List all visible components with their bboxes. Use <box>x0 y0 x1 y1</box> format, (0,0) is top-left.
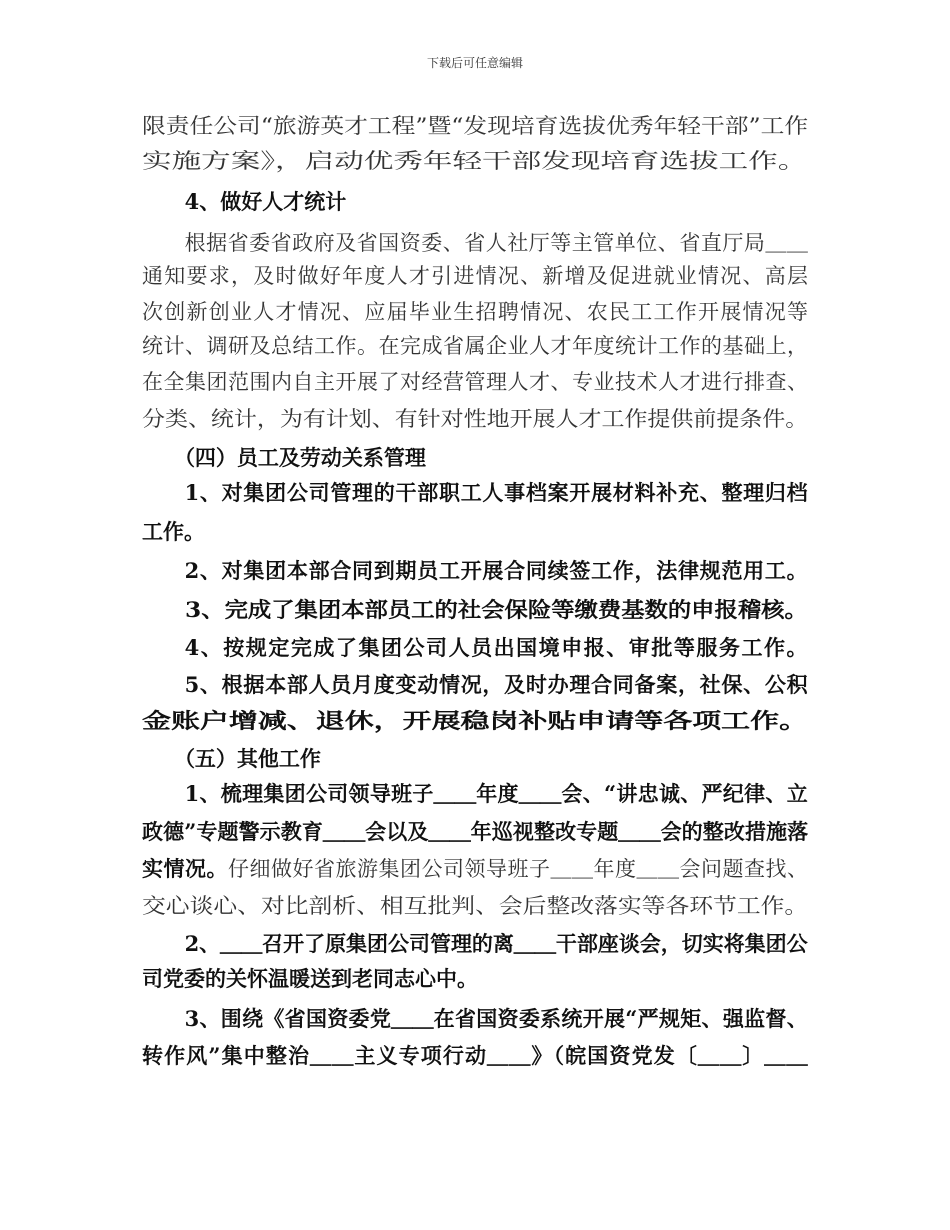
text-line <box>185 189 347 215</box>
text-line <box>142 113 808 139</box>
text-line <box>142 893 808 919</box>
text-line <box>174 746 321 772</box>
line-text: 实施方案》，启动优秀年轻干部发现培育选拔工作。 <box>142 149 808 173</box>
line-text: 1、对集团公司管理的干部职工人事档案开展材料补充、整理归档 <box>184 480 809 505</box>
text-line <box>142 369 809 395</box>
text-line <box>185 230 809 256</box>
line-text: 4、做好人才统计 <box>184 189 347 214</box>
text-line <box>142 148 807 174</box>
text-line <box>142 966 478 992</box>
text-line <box>185 480 809 506</box>
line-text: 2、对集团本部合同到期员工开展合同续签工作，法律规范用工。 <box>184 558 809 583</box>
line-text: 政德”专题警示教育＿＿会以及＿＿年巡视整改专题＿＿会的整改措施落 <box>142 819 809 844</box>
line-text: 实情况。 <box>142 856 228 881</box>
line-text: 统计、调研及总结工作。在完成省属企业人才年度统计工作的基础上， <box>142 334 809 358</box>
line-text: 5、根据本部人员月度变动情况，及时办理合同备案，社保、公积 <box>184 672 809 697</box>
line-text-tail: 仔细做好省旅游集团公司领导班子＿＿年度＿＿会问题查找、 <box>228 857 809 881</box>
line-text: 在全集团范围内自主开展了对经营管理人才、专业技术人才进行排查、 <box>142 370 809 394</box>
line-text: 3、完成了集团本部员工的社会保险等缴费基数的申报稽核。 <box>184 597 808 622</box>
line-text: 1、梳理集团公司领导班子＿＿年度＿＿会、“讲忠诚、严纪律、立 <box>184 781 808 806</box>
text-line <box>185 597 808 623</box>
text-line <box>142 263 809 289</box>
text-line <box>174 445 426 471</box>
text-line <box>142 708 808 734</box>
text-line <box>142 856 809 882</box>
line-text: 交心谈心、对比剖析、相互批判、会后整改落实等各环节工作。 <box>142 894 809 918</box>
text-line <box>185 672 809 698</box>
line-text: 3、围绕《省国资委党＿＿在省国资委系统开展“严规矩、强监督、 <box>184 1006 808 1031</box>
text-line <box>142 519 205 545</box>
line-text: 司党委的关怀温暖送到老同志心中。 <box>142 966 478 991</box>
line-text: 2、＿＿召开了原集团公司管理的离＿＿干部座谈会，切实将集团公 <box>184 931 808 956</box>
text-line <box>142 819 808 845</box>
line-text: （五）其他工作 <box>173 746 321 771</box>
text-line <box>142 333 809 359</box>
text-line <box>142 1043 809 1069</box>
text-line <box>185 1006 808 1032</box>
line-text: 限责任公司“旅游英才工程”暨“发现培育选拔优秀年轻干部”工作 <box>142 114 809 138</box>
text-line <box>185 558 809 584</box>
line-text: 次创新创业人才情况、应届毕业生招聘情况、农民工工作开展情况等 <box>142 300 810 324</box>
line-text: 根据省委省政府及省国资委、省人社厅等主管单位、省直厅局＿＿ <box>184 231 809 255</box>
text-line <box>142 406 808 432</box>
line-text: （四）员工及劳动关系管理 <box>173 445 426 470</box>
line-text: 分类、统计，为有计划、有针对性地开展人才工作提供前提条件。 <box>142 407 809 431</box>
line-text: 金账户增减、退休，开展稳岗补贴申请等各项工作。 <box>142 708 809 733</box>
line-text: 转作风”集中整治＿＿主义专项行动＿＿》（皖国资党发〔＿＿〕＿＿ <box>142 1043 809 1068</box>
text-line <box>185 781 808 807</box>
line-text: 4、按规定完成了集团公司人员出国境申报、审批等服务工作。 <box>184 635 810 660</box>
line-text: 通知要求，及时做好年度人才引进情况、新增及促进就业情况、高层 <box>142 264 810 288</box>
text-line <box>142 299 809 325</box>
text-line <box>185 635 809 661</box>
text-line <box>185 931 808 957</box>
line-text: 工作。 <box>142 519 205 544</box>
page-header: 下载后可任意编辑 <box>426 56 523 70</box>
